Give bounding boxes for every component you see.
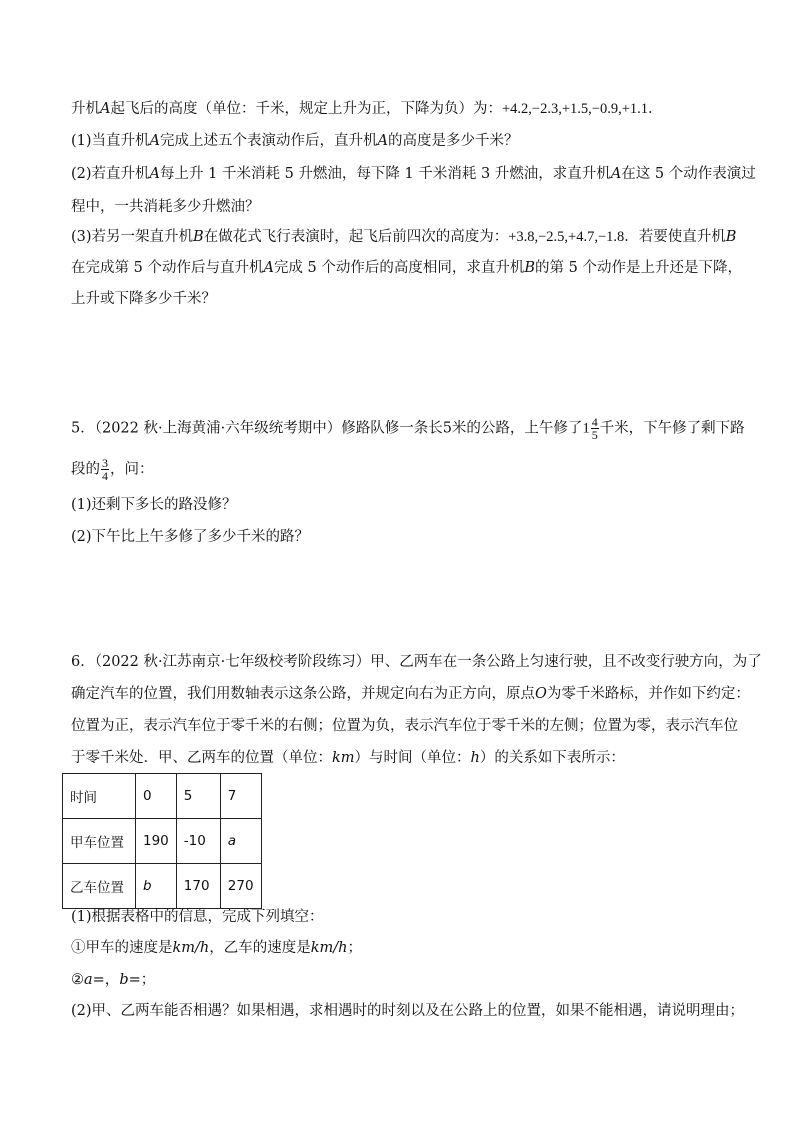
q6-l4-text-3: ）的关系如下表所示： xyxy=(479,750,625,766)
table-cell: 170 xyxy=(176,864,220,909)
q6-sub1 xyxy=(71,938,362,958)
q6-sub2 xyxy=(71,970,155,990)
fraction xyxy=(101,457,109,482)
q4-intro-text: 升机 xyxy=(71,101,100,117)
var-a: A xyxy=(149,133,161,149)
q4-part3-line3: 上升或下降多少千米？ xyxy=(71,291,216,307)
q4-part3-line2 xyxy=(71,258,742,278)
var-a: a xyxy=(84,972,93,988)
q4-p3-text-3: ．若要使直升机 xyxy=(624,229,726,245)
var-b: b xyxy=(119,972,129,988)
q5-stem xyxy=(71,416,745,441)
q4-p2-text-3: 在这 5 个动作表演过 xyxy=(621,166,756,182)
table-cell: 时间 xyxy=(63,774,136,819)
circled-one: ① xyxy=(71,940,86,956)
q5-stem-l2-text-2: ，问： xyxy=(110,461,154,478)
circled-two: ② xyxy=(71,972,84,988)
q4-heights: +4.2,−2.3,+1.5,−0.9,+1.1 xyxy=(501,101,648,117)
mixed-whole: 1 xyxy=(582,420,590,437)
q4-p1-text-3: 的高度是多少千米？ xyxy=(388,133,519,149)
q5-stem-text-2: 千米，下午修了剩下路 xyxy=(599,420,745,437)
table-cell: 甲车位置 xyxy=(63,819,136,864)
var-b: B xyxy=(524,260,536,276)
q6-s1-text: 甲车的速度是 xyxy=(85,940,173,956)
q6-s2-text: =， xyxy=(92,972,120,988)
fraction-denominator: 5 xyxy=(591,428,598,442)
q4-p2-text: (2)若直升机 xyxy=(71,166,150,182)
q5-part2: (2)下午比上午多修了多少千米的路？ xyxy=(71,529,310,545)
var-b: B xyxy=(193,229,204,245)
q4-p3-text-2: 在做花式飞行表演时，起飞后前四次的高度为： xyxy=(203,229,509,245)
q4-b-heights: +3.8,−2.5,+4.7,−1.8 xyxy=(508,229,625,245)
var-a: A xyxy=(377,133,389,149)
q4-intro-text-2: 起飞后的高度（单位：千米，规定上升为正，下降为负）为： xyxy=(110,101,502,117)
q6-part2: (2)甲、乙两车能否相遇？如果相遇，求相遇时的时刻以及在公路上的位置，如果不能相遇，请说明理由； xyxy=(71,1003,745,1019)
q6-part1: (1)根据表格中的信息，完成下列填空： xyxy=(71,909,324,925)
var-a: A xyxy=(149,166,161,182)
q4-part2 xyxy=(71,164,756,184)
mixed-fraction xyxy=(591,416,599,441)
table-cell: b xyxy=(136,864,177,909)
q6-s1-text-3: ； xyxy=(347,940,363,956)
q4-p3-l2-text-3: 的第 5 个动作是上升还是下降， xyxy=(535,260,742,276)
var-a: A xyxy=(100,101,111,117)
q4-p1-text: (1)当直升机 xyxy=(71,133,150,149)
fraction-numerator: 4 xyxy=(591,415,598,429)
table-cell: 0 xyxy=(136,774,177,819)
q6-l2-text-2: 为零千米路标，并作如下约定： xyxy=(546,686,750,702)
var-b: B xyxy=(725,229,737,245)
q6-s1-text-2: ，乙车的速度是 xyxy=(209,940,311,956)
q4-intro xyxy=(71,99,663,119)
q6-l4-text-2: ）与时间（单位： xyxy=(354,750,471,766)
q4-p3-l2-text-2: 完成 5 个动作后的高度相同，求直升机 xyxy=(273,260,525,276)
q4-p1-text-2: 完成上述五个表演动作后，直升机 xyxy=(160,133,378,149)
q6-stem-line3: 位置为正，表示汽车位于零千米的右侧；位置为负，表示汽车位于零千米的左侧；位置为零，表示汽车位 xyxy=(71,718,738,734)
unit-kmh: km/h xyxy=(172,940,210,956)
q6-stem-line4 xyxy=(71,748,625,768)
q6-s2-text-2: =； xyxy=(128,972,156,988)
var-a: A xyxy=(263,260,274,276)
table-row xyxy=(63,774,262,819)
q4-part3 xyxy=(71,227,736,247)
q6-l2-text: 确定汽车的位置，我们用数轴表示这条公路，并规定向右为正方向，原点 xyxy=(71,686,535,702)
table-cell: -10 xyxy=(176,819,220,864)
fraction-denominator: 4 xyxy=(102,469,108,483)
var-o: O xyxy=(535,686,547,702)
q6-stem-line1: 6．（2022 秋·江苏南京·七年级校考阶段练习）甲、乙两车在一条公路上匀速行驶，且不改变行驶方向，为了 xyxy=(71,654,762,670)
table-cell: 7 xyxy=(220,774,261,819)
var-a: A xyxy=(610,166,622,182)
q5-part1: (1)还剩下多长的路没修？ xyxy=(71,497,237,513)
q6-l4-text: 于零千米处．甲、乙两车的位置（单位： xyxy=(71,750,332,766)
q5-stem-text: 5．（2022 秋·上海黄浦·六年级统考期中）修路队修一条长5米的公路，上午修了 xyxy=(71,420,583,437)
q4-part2-line2: 程中，一共消耗多少升燃油？ xyxy=(71,199,260,215)
q4-p2-text-2: 每上升 1 千米消耗 5 升燃油，每下降 1 千米消耗 3 升燃油，求直升机 xyxy=(160,166,611,182)
table-cell: 乙车位置 xyxy=(63,864,136,909)
table-cell: a xyxy=(220,819,261,864)
q4-p3-l2-text: 在完成第 5 个动作后与直升机 xyxy=(71,260,264,276)
fraction-numerator: 3 xyxy=(102,456,108,470)
table-row xyxy=(63,864,262,909)
unit-kmh: km/h xyxy=(310,940,348,956)
position-table xyxy=(62,773,262,909)
q6-stem-line2 xyxy=(71,684,750,704)
q4-p3-text: (3)若另一架直升机 xyxy=(71,229,194,245)
q5-stem-l2-text: 段的 xyxy=(71,461,100,478)
table-row xyxy=(63,819,262,864)
q4-intro-end: ． xyxy=(648,101,663,117)
table-cell: 270 xyxy=(220,864,261,909)
unit-km: km xyxy=(332,750,355,766)
unit-h: h xyxy=(470,750,480,766)
q5-stem-line2 xyxy=(71,457,154,482)
q4-part1 xyxy=(71,131,519,151)
table-cell: 5 xyxy=(176,774,220,819)
table-cell: 190 xyxy=(136,819,177,864)
